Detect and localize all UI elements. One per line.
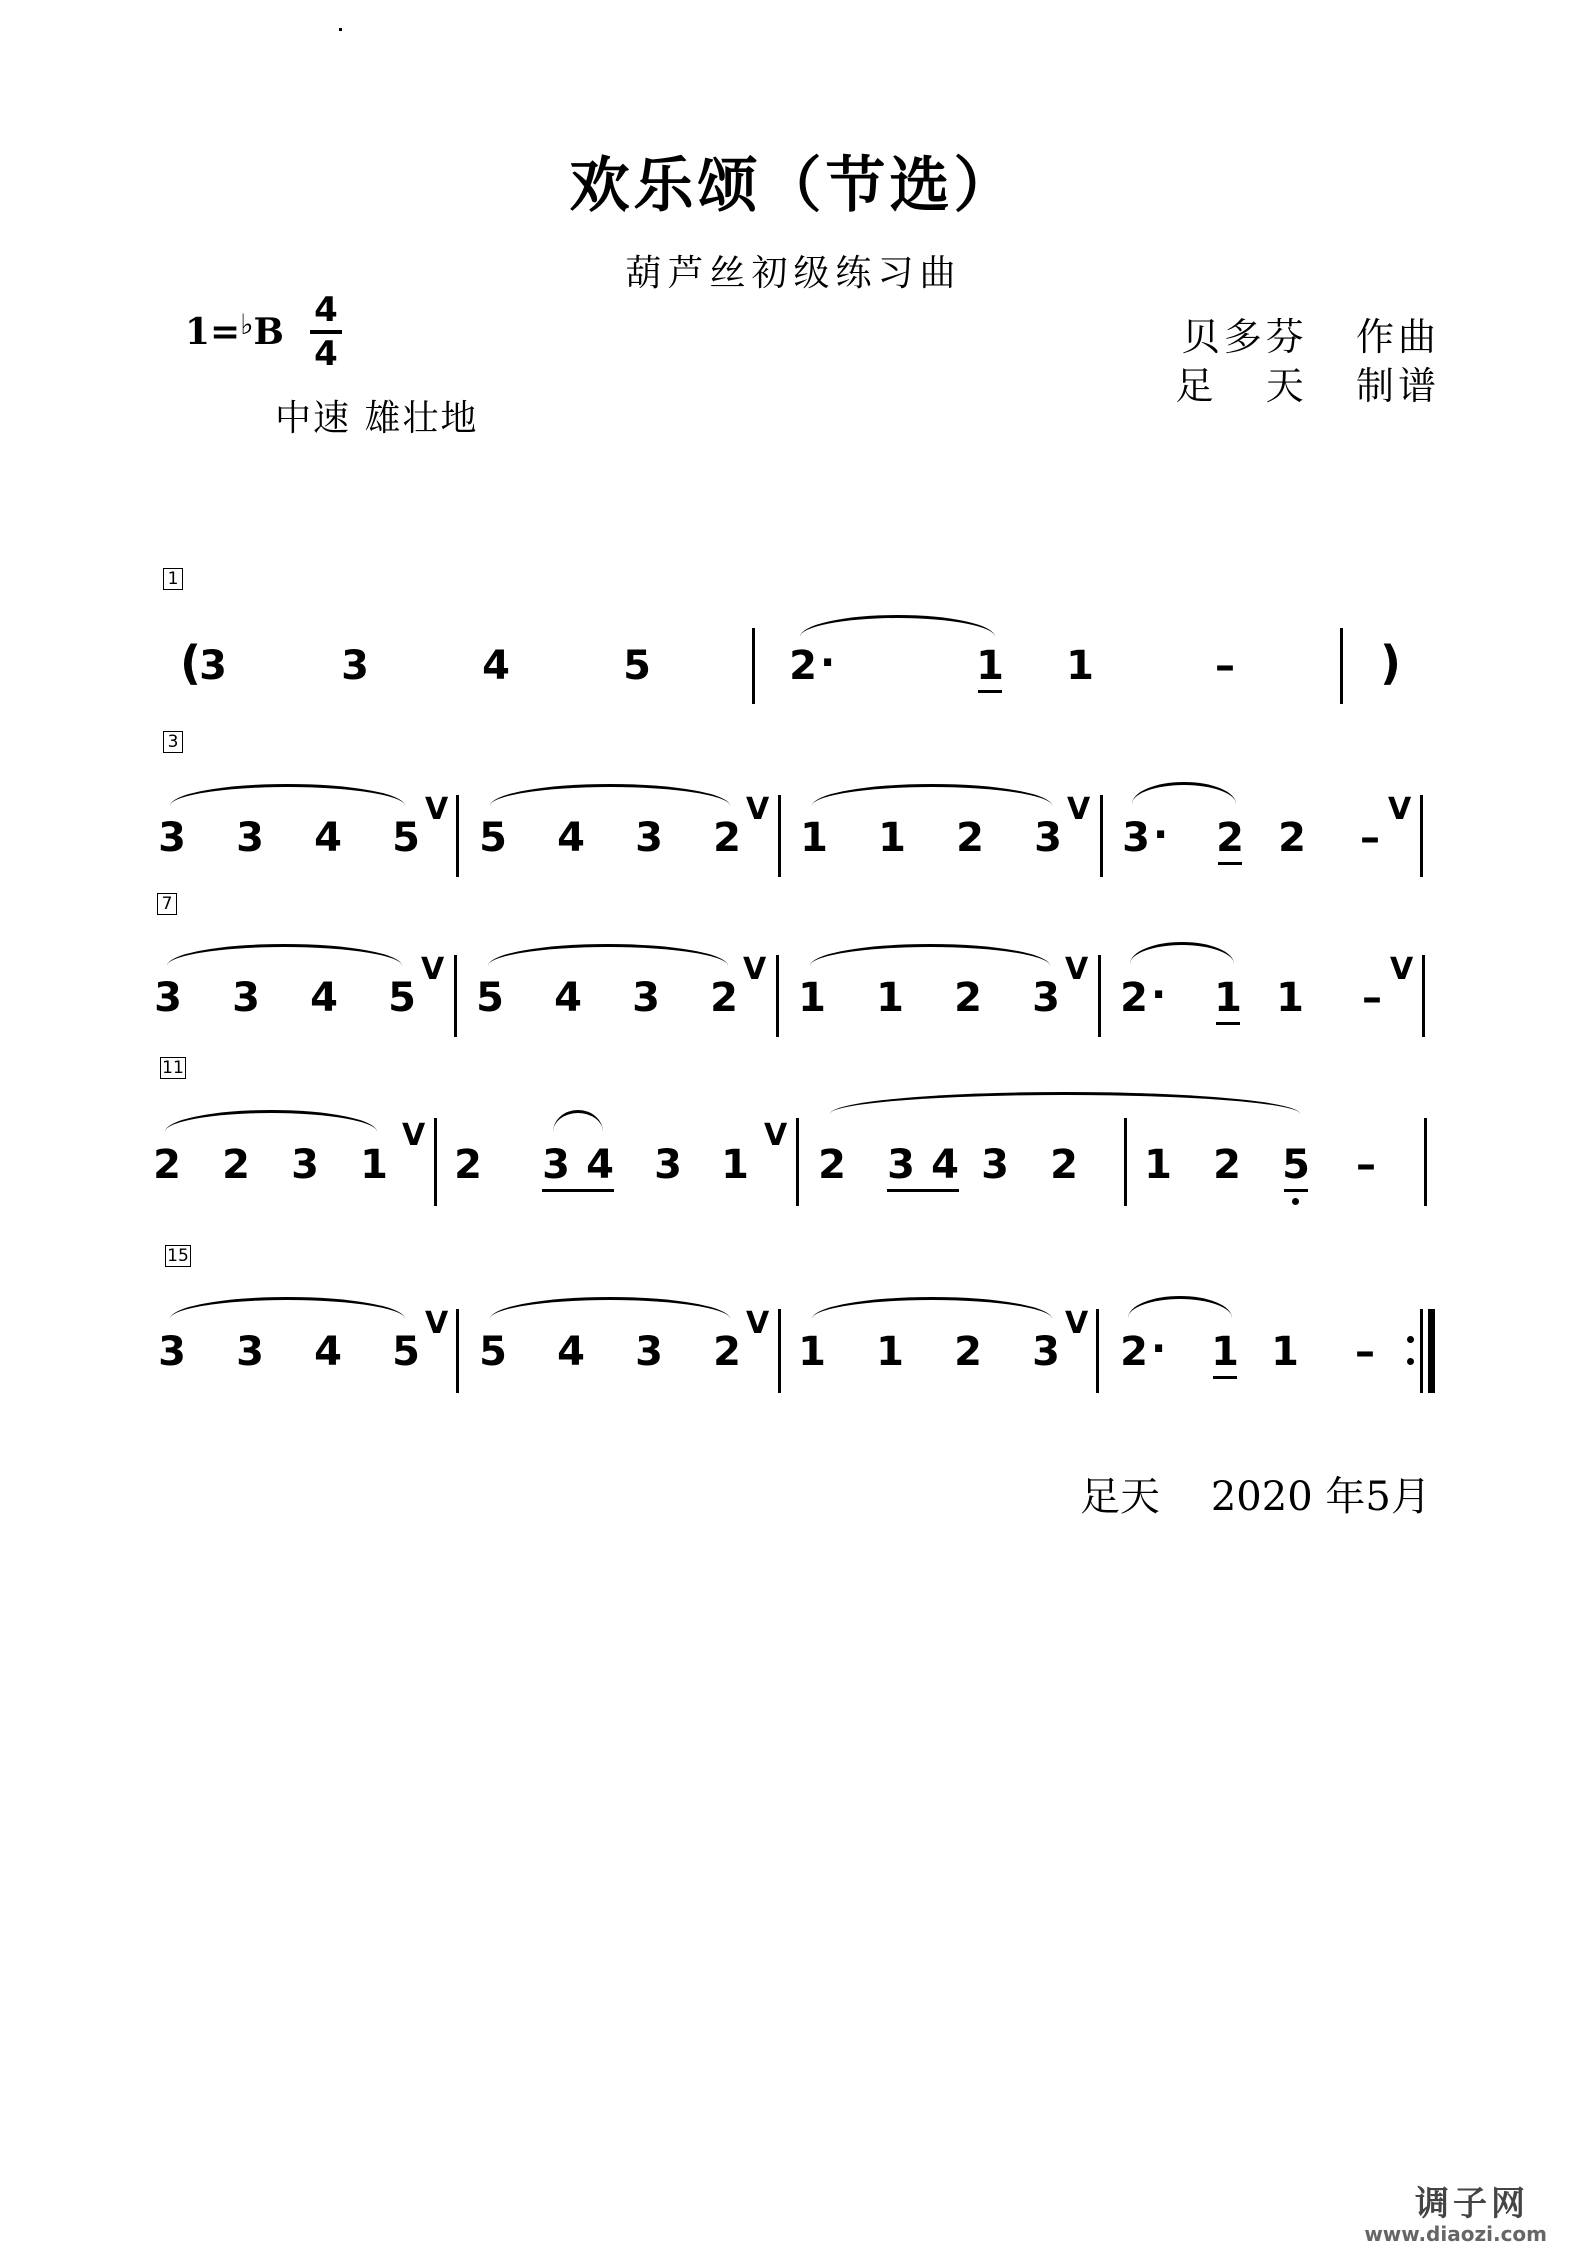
barline	[1340, 628, 1343, 704]
note: 1	[1214, 975, 1242, 1021]
slur	[812, 1297, 1052, 1322]
barline	[1424, 1118, 1427, 1206]
note: 1	[360, 1142, 388, 1188]
barline	[1422, 955, 1425, 1037]
breath-mark: V	[764, 1118, 788, 1153]
note: 4	[482, 643, 510, 689]
note: 3	[635, 815, 663, 861]
note: 2	[454, 1142, 482, 1188]
slur	[553, 1110, 603, 1135]
note: 3	[158, 815, 186, 861]
note: 2	[818, 1142, 846, 1188]
note: 1	[1271, 1329, 1299, 1375]
time-top: 4	[314, 290, 338, 330]
note: 4	[310, 975, 338, 1021]
note: 4	[586, 1142, 614, 1188]
tempo-marking: 中速 雄壮地	[275, 398, 479, 439]
barline	[776, 955, 779, 1037]
note: 1	[976, 643, 1004, 689]
barline	[454, 955, 457, 1037]
note: 3	[236, 815, 264, 861]
repeat-barline-thick	[1428, 1309, 1435, 1393]
note: 2	[789, 643, 817, 689]
close-parenthesis: )	[1380, 636, 1402, 690]
note: 5	[476, 975, 504, 1021]
breath-mark: V	[746, 792, 770, 827]
repeat-dot	[1407, 1336, 1414, 1343]
time-bottom: 4	[314, 334, 338, 374]
note: 3	[981, 1142, 1009, 1188]
barline	[456, 795, 459, 877]
note: 5	[479, 1329, 507, 1375]
breath-mark: V	[425, 792, 449, 827]
note: 2	[1120, 975, 1148, 1021]
breath-mark: V	[743, 952, 767, 987]
paper-speck	[339, 28, 342, 31]
slur	[165, 1110, 377, 1135]
note: 2	[954, 975, 982, 1021]
note: 1	[876, 1329, 904, 1375]
breath-mark: V	[1065, 952, 1089, 987]
underline	[1216, 1022, 1240, 1025]
note: 5	[1282, 1142, 1310, 1188]
note: 4	[931, 1142, 959, 1188]
slur	[488, 944, 728, 969]
slur	[170, 784, 405, 809]
barline	[752, 628, 755, 704]
slur	[170, 1297, 405, 1322]
dash: –	[1356, 1142, 1376, 1188]
augmentation-dot: ·	[820, 640, 836, 686]
breath-mark: V	[1390, 952, 1414, 987]
slur	[490, 1297, 730, 1322]
note: 1	[1211, 1329, 1239, 1375]
arranger-credit: 足 天 制谱	[1175, 364, 1440, 408]
breath-mark: V	[1067, 792, 1091, 827]
note: 2	[956, 815, 984, 861]
breath-mark: V	[746, 1306, 770, 1341]
note: 2	[1120, 1329, 1148, 1375]
note: 3	[199, 643, 227, 689]
note: 1	[1276, 975, 1304, 1021]
measure-number: 1	[163, 568, 183, 590]
breath-mark: V	[402, 1118, 426, 1153]
note: 3	[632, 975, 660, 1021]
note: 1	[798, 975, 826, 1021]
dash: –	[1355, 1329, 1375, 1375]
note: 1	[876, 975, 904, 1021]
note: 2	[713, 815, 741, 861]
open-parenthesis: (	[180, 636, 202, 690]
note: 3	[232, 975, 260, 1021]
note: 2	[713, 1329, 741, 1375]
note: 3	[154, 975, 182, 1021]
barline	[1420, 795, 1423, 877]
note: 3	[1122, 815, 1150, 861]
note: 5	[388, 975, 416, 1021]
slur	[1132, 782, 1236, 807]
note: 1	[878, 815, 906, 861]
flat-sign: ♭	[240, 308, 254, 341]
note: 4	[554, 975, 582, 1021]
repeat-dot	[1407, 1358, 1414, 1365]
note: 2	[1213, 1142, 1241, 1188]
note: 3	[1032, 975, 1060, 1021]
breath-mark: V	[421, 952, 445, 987]
augmentation-dot: ·	[1153, 812, 1169, 858]
breath-mark: V	[1065, 1306, 1089, 1341]
augmentation-dot: ·	[1151, 1326, 1167, 1372]
note: 2	[222, 1142, 250, 1188]
time-signature	[306, 292, 346, 372]
slur	[810, 944, 1050, 969]
measure-number: 15	[165, 1245, 191, 1267]
note: 4	[557, 815, 585, 861]
watermark-url: www.diaozi.com	[1364, 2222, 1547, 2246]
underline	[1218, 862, 1242, 865]
slur	[830, 1092, 1300, 1117]
slur	[1128, 1296, 1232, 1321]
barline	[1124, 1118, 1127, 1206]
underline	[1213, 1376, 1237, 1379]
dash: –	[1360, 815, 1380, 861]
measure-number: 11	[160, 1057, 186, 1079]
barline	[1100, 795, 1103, 877]
note: 3	[341, 643, 369, 689]
note: 2	[1216, 815, 1244, 861]
dash: –	[1362, 975, 1382, 1021]
note: 3	[291, 1142, 319, 1188]
note: 3	[542, 1142, 570, 1188]
measure-number: 3	[163, 731, 183, 753]
note: 3	[236, 1329, 264, 1375]
slur	[167, 944, 402, 969]
note: 1	[800, 815, 828, 861]
note: 1	[721, 1142, 749, 1188]
slur	[490, 784, 730, 809]
underline	[887, 1189, 959, 1192]
song-subtitle: 葫芦丝初级练习曲	[625, 253, 962, 294]
slur	[800, 615, 995, 640]
note: 3	[158, 1329, 186, 1375]
note: 4	[314, 1329, 342, 1375]
barline	[778, 795, 781, 877]
note: 2	[1278, 815, 1306, 861]
barline	[434, 1118, 437, 1206]
key-signature: 1=♭B	[185, 308, 284, 353]
barline	[456, 1309, 459, 1393]
note: 4	[557, 1329, 585, 1375]
footer-signature: 足天 2020 年5月	[1080, 1474, 1431, 1520]
note: 3	[887, 1142, 915, 1188]
slur	[1130, 942, 1234, 967]
underline	[542, 1189, 614, 1192]
note: 2	[710, 975, 738, 1021]
note: 2	[153, 1142, 181, 1188]
note: 3	[635, 1329, 663, 1375]
underline	[978, 690, 1002, 693]
measure-number: 7	[157, 893, 177, 915]
underline	[1284, 1189, 1308, 1192]
song-title: 欢乐颂（节选）	[569, 151, 1018, 221]
repeat-barline-thin	[1420, 1309, 1423, 1393]
barline	[1096, 1309, 1099, 1393]
breath-mark: V	[1388, 792, 1412, 827]
breath-mark: V	[425, 1306, 449, 1341]
note: 5	[392, 1329, 420, 1375]
note: 4	[314, 815, 342, 861]
note: 1	[1144, 1142, 1172, 1188]
dash: –	[1215, 643, 1235, 689]
watermark-name: 调子网	[1415, 2184, 1529, 2224]
note: 5	[623, 643, 651, 689]
augmentation-dot: ·	[1151, 972, 1167, 1018]
note: 5	[479, 815, 507, 861]
low-octave-dot	[1292, 1198, 1299, 1205]
barline	[778, 1309, 781, 1393]
note: 2	[954, 1329, 982, 1375]
note: 3	[1034, 815, 1062, 861]
note: 3	[654, 1142, 682, 1188]
barline	[796, 1118, 799, 1206]
slur	[812, 784, 1052, 809]
note: 2	[1050, 1142, 1078, 1188]
barline	[1098, 955, 1101, 1037]
note: 1	[798, 1329, 826, 1375]
note: 3	[1032, 1329, 1060, 1375]
composer-credit: 贝多芬 作曲	[1181, 315, 1440, 359]
note: 5	[392, 815, 420, 861]
note: 1	[1066, 643, 1094, 689]
